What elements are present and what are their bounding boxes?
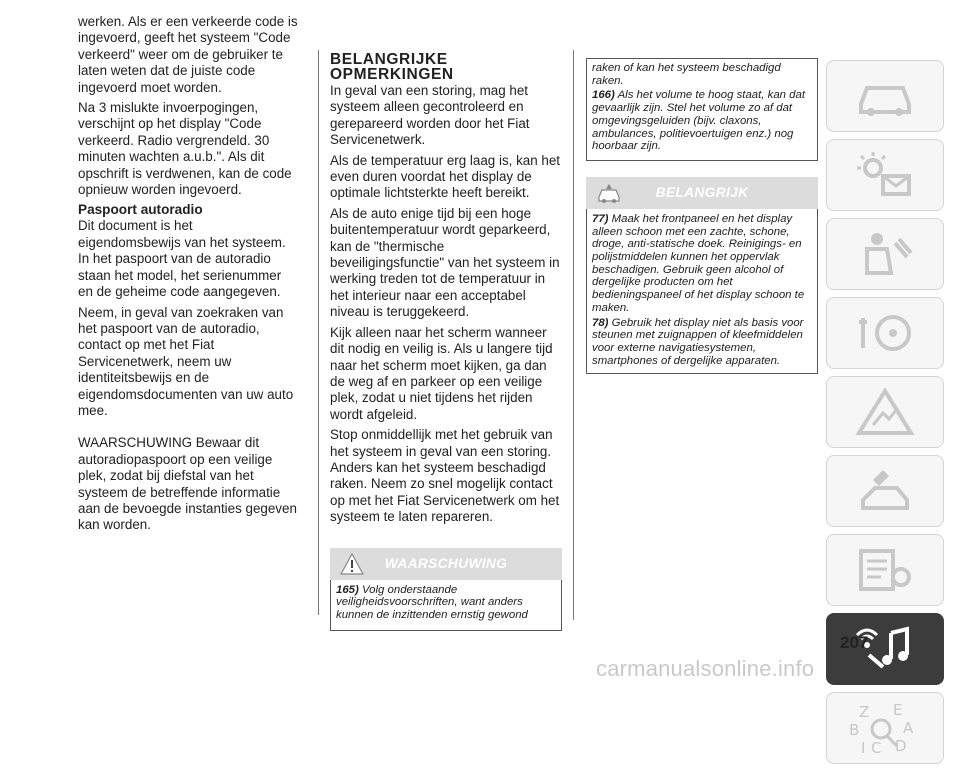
note-text: Maak het frontpaneel en het display alleen schoon met een zachte, schone, droge, anti-statische doek. Reinigings- en polijstmiddelen kunnen het oppervlak beschadigen. Gebruik geen alcohol of dergelijke producten om het bedieningspaneel of het display schoon te maken. [592,212,805,314]
heading-line-2: OPMERKINGEN [330,66,454,83]
note-text: Volg onderstaande veiligheidsvoorschriften, want anders kunnen de inzittenden ernstig gewond [336,583,528,621]
note-text: Gebruik het display niet als basis voor steunen met zuignappen of kleefmiddelen voor externe navigatiesystemen, smartphones of dergelijke apparaten. [592,316,804,367]
note-165 [336,584,556,622]
paragraph-warning: WAARSCHUWING Bewaar dit autoradiopaspoort op een veilige plek, zodat bij diefstal van het systeem de betreffende informatie aan de bevoegde instanties gegeven kan worden. [78,435,297,533]
warning-triangle-icon [340,553,364,575]
index-letter: I [861,739,866,757]
warning-header [330,548,562,580]
column-divider [573,50,574,620]
important-title: BELANGRIJK [655,185,749,201]
paragraph: werken. Als er een verkeerde code is ingevoerd, geeft het systeem "Code verkeerd" weer om de gebruiker te laten weten dat de juiste code ingevoerd moet worden. [78,14,298,95]
important-box [586,177,818,374]
warning-continued-box [586,58,818,161]
tab-safety[interactable] [826,218,944,290]
starting-driving-icon [853,308,917,358]
index-letter: A [903,719,914,737]
note-166 [592,89,812,153]
note-78 [592,317,812,368]
note-number: 77) [592,212,609,225]
car-dashboard-icon [853,74,917,118]
chapter-tabs [826,60,944,771]
note-continued: raken of kan het systeem beschadigd raken. [592,62,781,87]
paragraph: Stop onmiddellijk met het gebruik van het systeem in geval van een storing. Anders kan het systeem beschadigd raken. Neem zo snel mogelijk contact op met het Fiat Servicenetwerk om het systeem te laten repareren. [330,427,560,525]
tab-maintenance[interactable] [826,455,944,527]
car-service-icon [596,182,622,204]
index-letter: D [895,737,907,755]
section-heading-passport: Paspoort autoradio [78,202,203,218]
index-icon [845,699,925,757]
paragraph: In geval van een storing, mag het systeem alleen gecontroleerd en gerepareerd worden door het Fiat Servicenetwerk. [330,83,530,148]
note-number: 78) [592,316,609,329]
tab-dashboard[interactable] [826,60,944,132]
lights-and-warning-icon [853,150,917,200]
column-1 [78,14,298,538]
maintenance-icon [853,466,917,516]
note-number: 165) [336,583,359,596]
tab-technical-data[interactable] [826,534,944,606]
paragraph: Kijk alleen naar het scherm wanneer dit nodig en veilig is. Als u langere tijd naar het scherm moet kijken, ga dan de weg af en parkeer op een veilige plek, zodat u niet tijdens het rijden wordt afgeleid. [330,324,553,422]
paragraph: Neem, in geval van zoekraken van het paspoort van de autoradio, contact op met het Fiat Servicenetwerk, neem uw identiteitsbewijs en de eigendomsdocumenten van uw auto mee. [78,304,294,418]
column-2 [330,14,562,631]
index-letter: B [849,721,860,739]
emergency-icon [853,387,917,437]
index-letter: C [871,739,882,757]
column-3 [586,58,818,374]
seat-safety-icon [853,229,917,279]
paragraph: Dit document is het eigendomsbewijs van het systeem. In het paspoort van de autoradio staan het model, het serienummer en de geheime code aangegeven. [78,218,286,300]
technical-data-icon [853,545,917,595]
tab-starting-driving[interactable] [826,297,944,369]
tab-index[interactable] [826,692,944,764]
note-number: 166) [592,89,615,102]
warning-box [330,548,562,631]
heading-line-1: BELANGRIJKE [330,51,448,68]
index-letter: E [893,701,903,719]
warning-title: WAARSCHUWING [384,556,508,572]
tab-lights-warnings[interactable] [826,139,944,211]
page-number: 207 [840,633,869,652]
index-letter: Z [859,703,870,721]
paragraph: Na 3 mislukte invoerpogingen, verschijnt op het display "Code verkeerd. Radio vergrendeld. 30 minuten wachten a.u.b.". Als dit opschrift is verdwenen, kan de code opnieuw worden ingevoerd. [78,100,292,198]
paragraph: Als de temperatuur erg laag is, kan het even duren voordat het display de optimale lichtsterkte heeft bereikt. [330,152,561,201]
tab-emergency[interactable] [826,376,944,448]
paragraph: Als de auto enige tijd bij een hoge buitentemperatuur wordt geparkeerd, kan de "thermische beveiligingsfunctie" van het systeem in werking treden tot de temperatuur in het interieur naar een acceptabel niveau is teruggekeerd. [330,205,560,320]
note-text: Als het volume te hoog staat, kan dat gevaarlijk zijn. Stel het volume zo af dat omgevingsgeluiden (bijv. claxons, ambulances, politievoertuigen enz.) nog hoorbaar zijn. [592,89,805,153]
column-divider [318,50,319,615]
watermark: carmanualsonline.info [596,656,815,681]
note-77 [592,213,812,315]
section-heading [330,52,562,82]
important-content [586,209,818,374]
warning-content [330,580,562,631]
important-header [586,177,818,209]
